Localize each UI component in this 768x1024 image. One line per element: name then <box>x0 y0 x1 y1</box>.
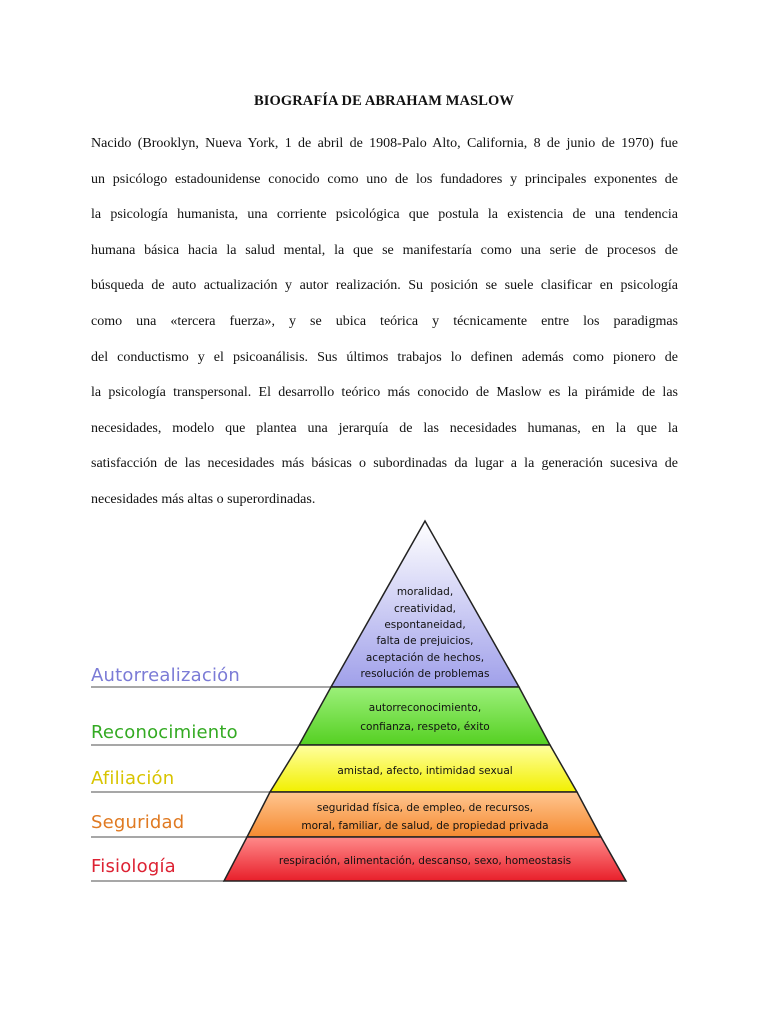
level-label-autorrealizacion: Autorrealización <box>91 665 240 686</box>
pyramid-tier-reconocimiento <box>299 687 550 745</box>
tier-text: resolución de problemas <box>360 668 490 680</box>
paragraph-line: como una «tercera fuerza», y se ubica teórica y técnicamente entre los paradigmas <box>91 313 678 329</box>
document-title: BIOGRAFÍA DE ABRAHAM MASLOW <box>253 93 515 109</box>
level-label-afiliacion: Afiliación <box>91 768 175 789</box>
tier-text: aceptación de hechos, <box>365 652 485 664</box>
paragraph-line: satisfacción de las necesidades más básicas o subordinadas da lugar a la generación sucesiva de <box>91 456 678 472</box>
level-label-seguridad: Seguridad <box>91 812 185 833</box>
tier-text: espontaneidad, <box>384 619 466 631</box>
paragraph-line: del conductismo y el psicoanálisis. Sus últimos trabajos lo definen además como pionero de <box>91 349 678 365</box>
tier-text: moralidad, <box>396 586 454 598</box>
tier-text: seguridad física, de empleo, de recursos, <box>316 802 534 814</box>
tier-text: confianza, respeto, éxito <box>360 721 490 733</box>
tier-text: respiración, alimentación, descanso, sexo, homeostasis <box>278 855 572 867</box>
tier-text: amistad, afecto, intimidad sexual <box>337 765 513 777</box>
paragraph-line: la psicología transpersonal. El desarrollo teórico más conocido de Maslow es la pirámide de las <box>91 385 678 401</box>
paragraph-line: la psicología humanista, una corriente psicológica que postula la existencia de una tendencia <box>91 207 678 223</box>
level-label-reconocimiento: Reconocimiento <box>91 722 238 743</box>
paragraph-line: humana básica hacia la salud mental, la que se manifestaría como una serie de procesos de <box>91 242 678 258</box>
level-label-fisiologia: Fisiología <box>91 856 176 877</box>
paragraph-line: búsqueda de auto actualización y autor realización. Su posición se suele clasificar en psicología <box>91 278 678 294</box>
tier-text: autorreconocimiento, <box>368 702 482 714</box>
paragraph-line: necesidades, modelo que plantea una jerarquía de las necesidades humanas, en la que la <box>91 420 678 436</box>
tier-text: creatividad, <box>393 603 457 615</box>
paragraph-line: Nacido (Brooklyn, Nueva York, 1 de abril de 1908-Palo Alto, California, 8 de junio de 1970) fue <box>91 136 678 151</box>
tier-text: moral, familiar, de salud, de propiedad privada <box>301 820 549 832</box>
paragraph-line: necesidades más altas o superordinadas. <box>91 491 316 507</box>
tier-text: falta de prejuicios, <box>376 635 474 647</box>
paragraph-line: un psicólogo estadounidense conocido como uno de los fundadores y principales exponentes de <box>91 171 678 187</box>
